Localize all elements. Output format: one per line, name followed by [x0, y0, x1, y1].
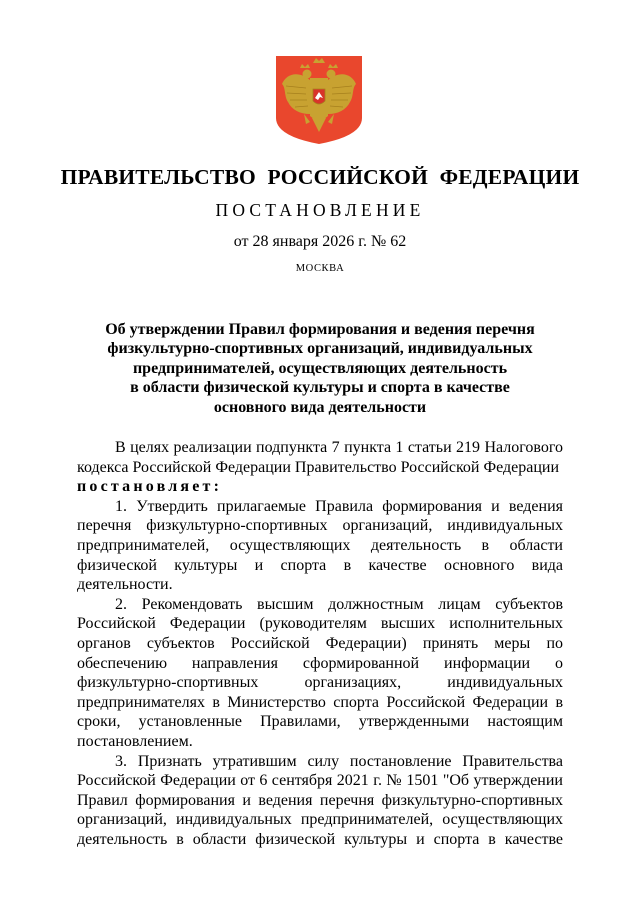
- document-type: ПОСТАНОВЛЕНИЕ: [215, 200, 425, 220]
- coat-of-arms-icon: [276, 56, 362, 144]
- preamble-text: В целях реализации подпункта 7 пункта 1 статьи 219 Налогового кодекса Российской Федерации Правительство Российской Федерации: [77, 439, 563, 476]
- decree-word: постановляет:: [77, 478, 223, 496]
- heading-line: предпринимателей, осуществляющих деятельность: [132, 359, 508, 377]
- document-body: [77, 438, 563, 849]
- document-city: МОСКВА: [295, 263, 345, 274]
- document-date-number: от 28 января 2026 г. № 62: [233, 233, 407, 250]
- clause-paragraph: 3. Признать утратившим силу постановление Правительства Российской Федерации от 6 сентября 2021 г. № 1501 "Об утверждении Правил формирования и ведения перечня физкультурно-спортивных организаций, индивидуальных предпринимателей, осуществляющих деятельность в области физической культуры и спорта в качестве: [77, 752, 563, 848]
- clause-paragraph: 1. Утвердить прилагаемые Правила формирования и ведения перечня физкультурно-спортивных организаций, индивидуальных предпринимателей, осуществляющих деятельность в области физической культуры и спорта в качестве основного вида деятельности.: [77, 497, 563, 594]
- heading-line: физкультурно-спортивных организаций, индивидуальных: [107, 340, 533, 358]
- heading-line: Об утверждении Правил формирования и ведения перечня: [105, 321, 535, 338]
- document-heading: [0, 320, 640, 417]
- preamble-paragraph: [77, 438, 563, 497]
- heading-line: основного вида деятельности: [213, 398, 427, 416]
- clause-paragraph: 2. Рекомендовать высшим должностным лицам субъектов Российской Федерации (руководителям высших исполнительных органов субъектов Российской Федерации) принять меры по обеспечению направления сформированной информации о физкультурно-спортивных организациях, индивидуальных предпринимателях в Министерство спорта Российской Федерации в сроки, установленные Правилами, утвержденными настоящим постановлением.: [77, 595, 563, 750]
- government-title: ПРАВИТЕЛЬСТВО РОССИЙСКОЙ ФЕДЕРАЦИИ: [60, 165, 580, 189]
- heading-line: в области физической культуры и спорта в качестве: [130, 379, 510, 397]
